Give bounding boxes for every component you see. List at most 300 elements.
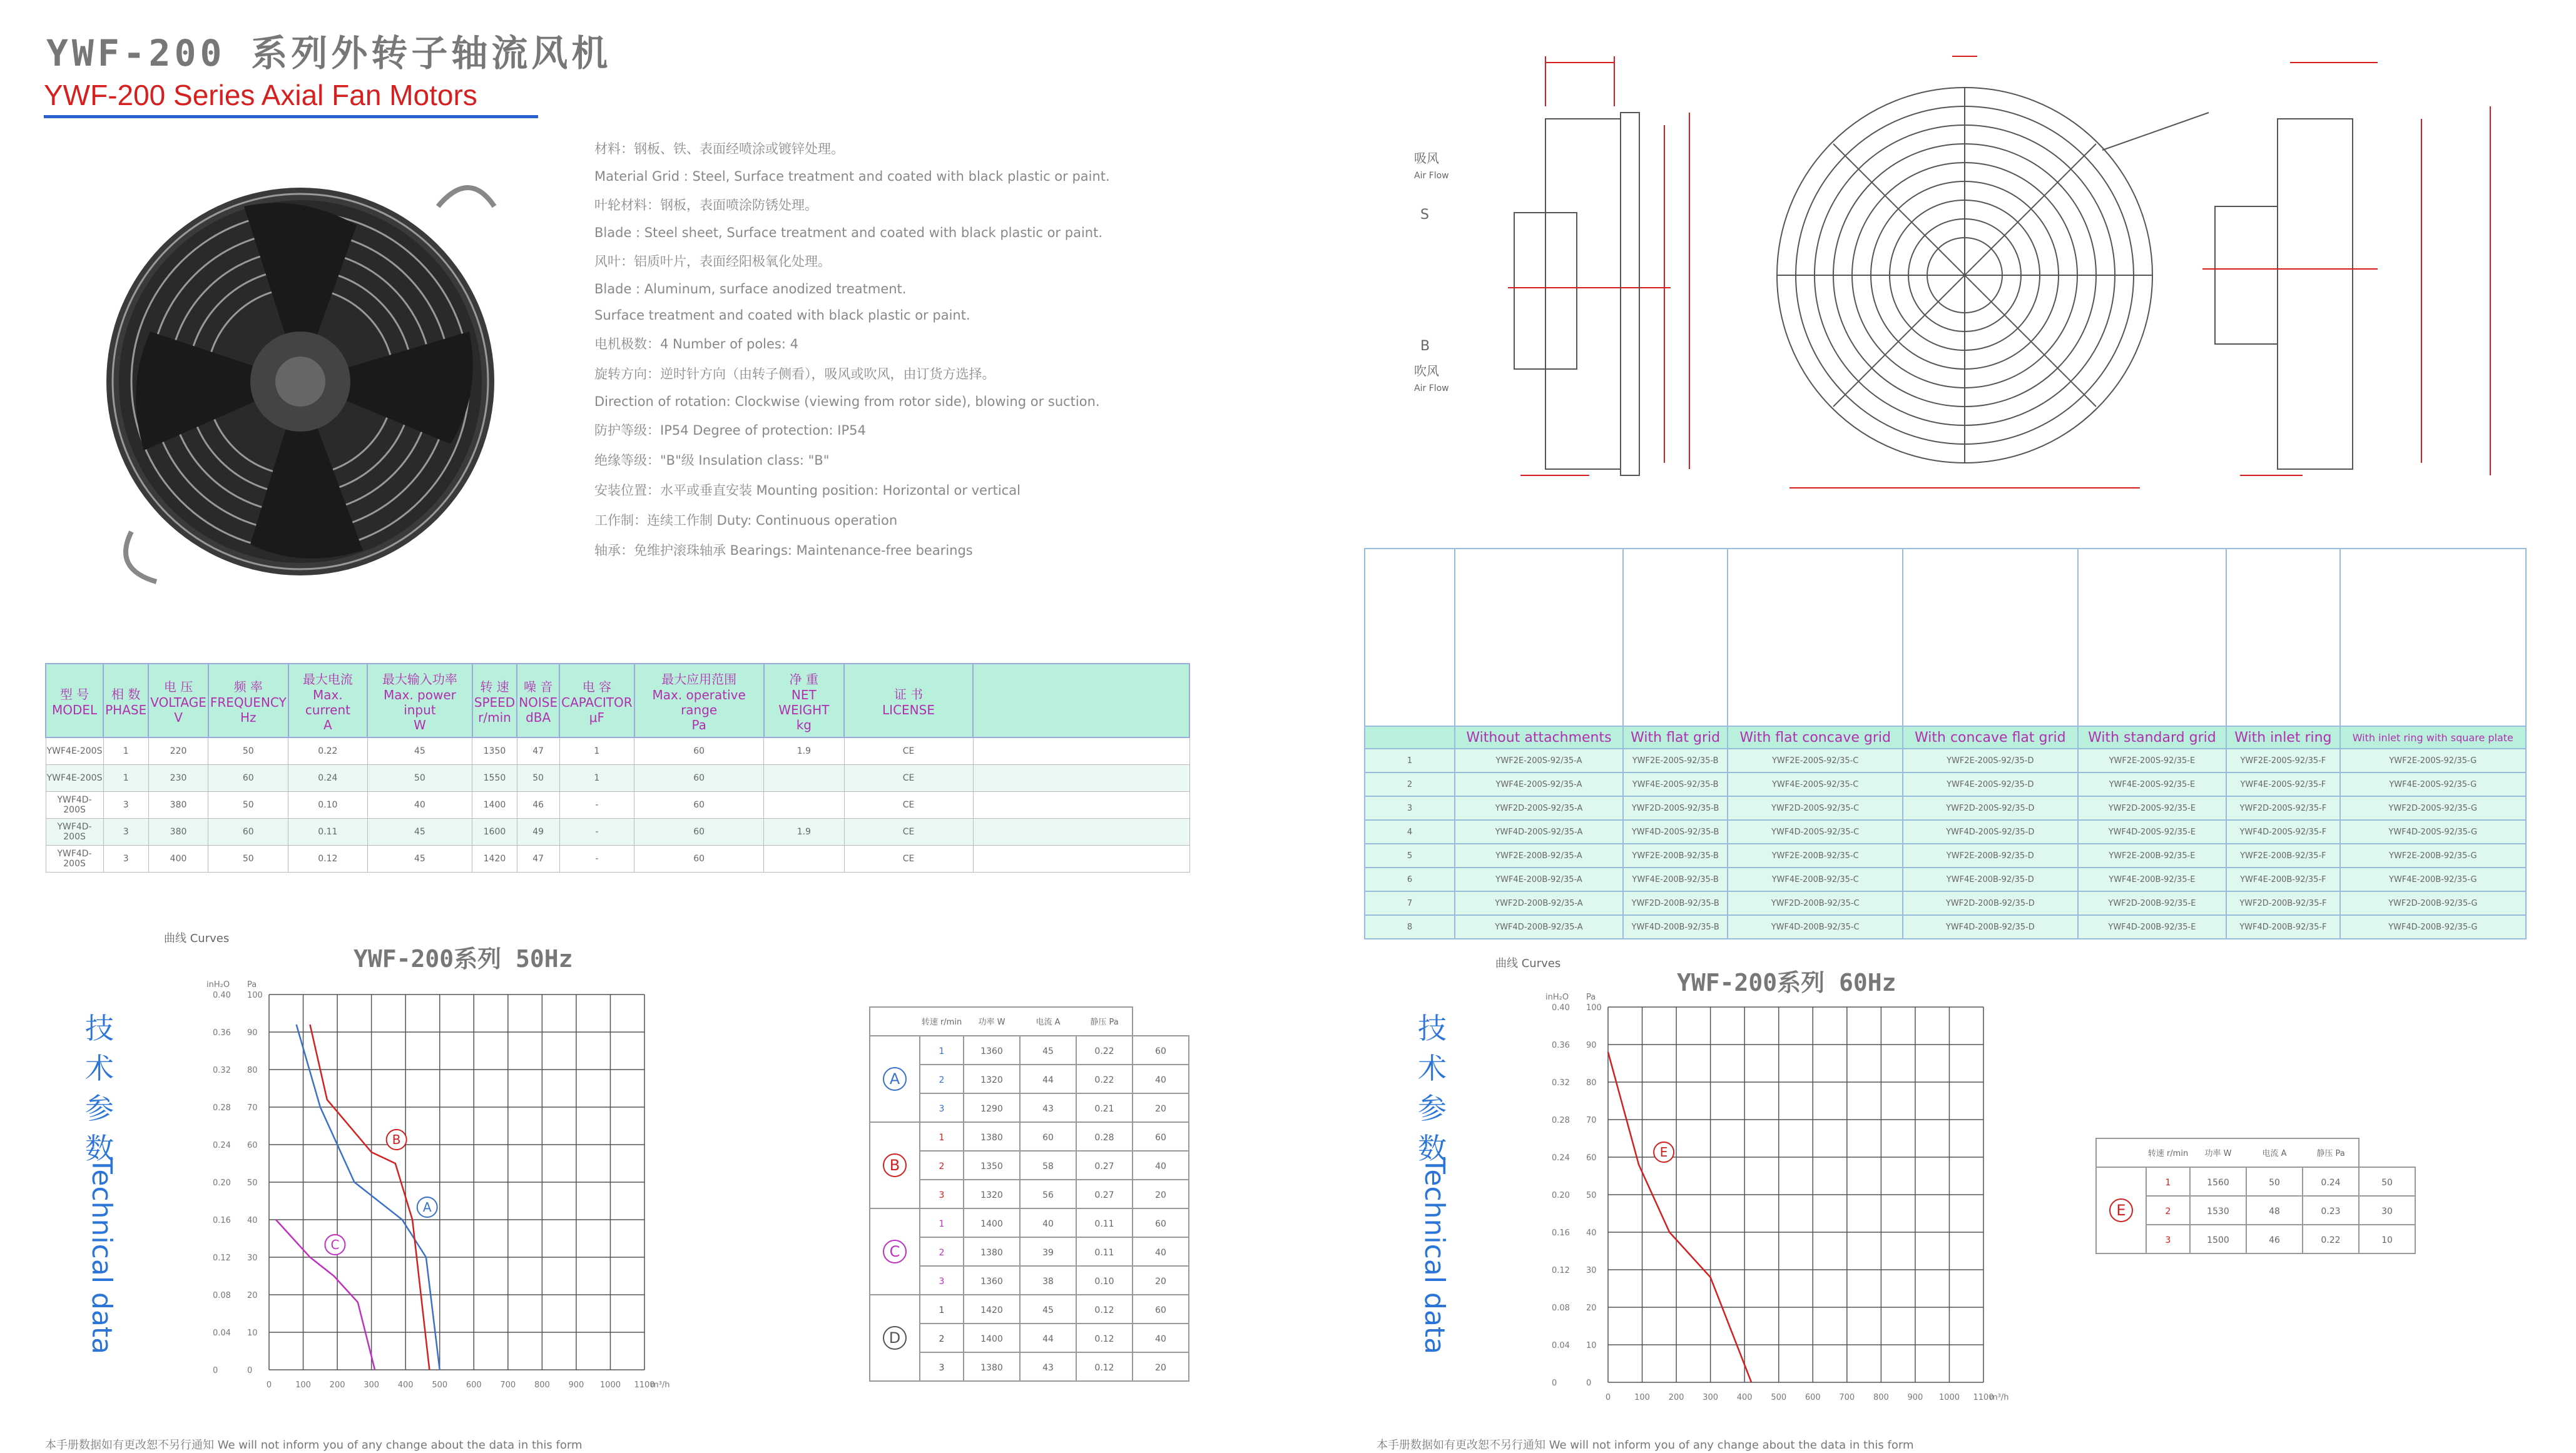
- row-label: 2: [1365, 772, 1455, 796]
- model-code: YWF4D-200S-92/35-E: [2078, 820, 2227, 844]
- model-code: YWF2D-200B-92/35-B: [1623, 891, 1728, 915]
- table-cell: 1400: [472, 792, 517, 819]
- perf-value: 1350: [980, 1162, 1003, 1172]
- x-tick-label: 600: [466, 1380, 482, 1390]
- perf-value: 60: [1155, 1133, 1166, 1143]
- y-tick-label: 30: [247, 1253, 258, 1263]
- side-label-en-right: Technical data: [1418, 1157, 1450, 1355]
- col-current: 最大电流 Max. current A: [288, 664, 367, 737]
- table-cell: 60: [634, 846, 764, 873]
- model-code: YWF2D-200S-92/35-B: [1623, 796, 1728, 820]
- table-cell: -: [559, 819, 634, 846]
- pic-without: [1455, 549, 1623, 726]
- y-tick-label: 20: [1586, 1304, 1597, 1313]
- model-code: YWF2E-200B-92/35-C: [1728, 844, 1903, 868]
- model-code: YWF4D-200S-92/35-B: [1623, 820, 1728, 844]
- table-cell: YWF4E-200S: [46, 737, 103, 765]
- y-unit-label: inH₂O: [206, 980, 230, 990]
- perf-value: 1380: [980, 1248, 1003, 1258]
- table-cell: YWF4E-200S: [46, 765, 103, 792]
- perf-header: 静压 Pa: [1090, 1018, 1119, 1027]
- x-tick-label: 800: [534, 1380, 550, 1390]
- suction-en-label: Air Flow: [1414, 171, 1449, 181]
- y-unit-label: Pa: [247, 980, 257, 990]
- x-tick-label: 400: [1736, 1393, 1753, 1402]
- y-tick-label: 40: [1586, 1228, 1597, 1238]
- model-code: YWF4E-200S-92/35-D: [1903, 772, 2078, 796]
- perf-value: 2: [939, 1334, 945, 1344]
- y-tick-label: 0: [1552, 1379, 1557, 1388]
- perf-group-label: D: [888, 1329, 901, 1347]
- model-code: YWF2D-200B-92/35-D: [1903, 891, 2078, 915]
- model-code: YWF2D-200B-92/35-G: [2340, 891, 2526, 915]
- x-tick-label: 900: [568, 1380, 584, 1390]
- perf-value: 1360: [980, 1046, 1003, 1056]
- model-code: YWF2E-200S-92/35-B: [1623, 749, 1728, 772]
- spec-table-header: [46, 664, 1189, 737]
- table-cell: [764, 792, 844, 819]
- table-cell: 1350: [472, 737, 517, 765]
- spec-line: 旋转方向：逆时针方向（由转子侧看），吸风或吹风，由订货方选择。: [594, 367, 995, 382]
- x-tick-label: 1100: [1973, 1393, 1994, 1402]
- col-range: 最大应用范围 Max. operative range Pa: [634, 664, 764, 737]
- table-cell: YWF4D-200S: [46, 819, 103, 846]
- hdr-flat: With flat grid: [1623, 726, 1728, 749]
- perf-value: 3: [2165, 1235, 2171, 1245]
- model-code: YWF4D-200B-92/35-D: [1903, 915, 2078, 939]
- perf-value: 2: [2165, 1207, 2171, 1217]
- perf-value: 44: [1042, 1075, 1054, 1085]
- spec-line: 电机极数：4 Number of poles: 4: [594, 337, 798, 352]
- table-row: [46, 846, 1189, 873]
- col-noise: 噪 音 NOISE dBA: [517, 664, 559, 737]
- table-cell: 1: [103, 765, 148, 792]
- perf-value: 0.23: [2321, 1207, 2341, 1217]
- perf-value: 2: [939, 1162, 945, 1172]
- hdr-corner: [1365, 726, 1455, 749]
- table-row: [1365, 820, 2526, 844]
- table-cell: 46: [517, 792, 559, 819]
- perf-value: 1360: [980, 1277, 1003, 1287]
- y-tick-label: 70: [1586, 1116, 1597, 1125]
- perf-value: 0.28: [1094, 1133, 1114, 1143]
- x-tick-label: 200: [1668, 1393, 1684, 1402]
- y-tick-label: 0.40: [1552, 1003, 1570, 1013]
- perf-value: 0.11: [1094, 1248, 1114, 1258]
- perf-value: 43: [1042, 1363, 1054, 1373]
- y-tick-label: 0.32: [1552, 1078, 1570, 1088]
- perf-value: 0.12: [1094, 1334, 1114, 1344]
- x-tick-label: 500: [1771, 1393, 1787, 1402]
- y-tick-label: 0.16: [213, 1216, 231, 1225]
- table-cell: 0.12: [288, 846, 367, 873]
- perf-value: 20: [1155, 1104, 1166, 1114]
- spec-line: 绝缘等级："B"级 Insulation class: "B": [594, 453, 830, 468]
- x-tick-label: 200: [329, 1380, 345, 1390]
- y-tick-label: 0.36: [1552, 1041, 1570, 1050]
- table-cell: 0.10: [288, 792, 367, 819]
- table-row: [46, 765, 1189, 792]
- model-code: YWF4D-200S-92/35-D: [1903, 820, 2078, 844]
- x-tick-label: 300: [364, 1380, 380, 1390]
- y-tick-label: 80: [247, 1066, 258, 1075]
- y-tick-label: 0.28: [1552, 1116, 1570, 1125]
- curve-label: C: [330, 1237, 340, 1252]
- perf-value: 2: [939, 1075, 945, 1085]
- curve-label: B: [392, 1132, 401, 1147]
- y-tick-label: 70: [247, 1103, 258, 1113]
- perf-value: 40: [1042, 1219, 1054, 1229]
- table-cell: CE: [844, 846, 973, 873]
- model-code: YWF2D-200B-92/35-E: [2078, 891, 2227, 915]
- x-unit-label: m³/h: [1990, 1393, 2009, 1402]
- model-code: YWF4E-200S-92/35-F: [2226, 772, 2339, 796]
- side-label-cn-left: 技术参数: [85, 1011, 114, 1165]
- y-tick-label: 20: [247, 1291, 258, 1300]
- perf-value: 1420: [980, 1305, 1003, 1315]
- y-tick-label: 0.36: [213, 1028, 231, 1038]
- row-label: 7: [1365, 891, 1455, 915]
- perf-value: 46: [2269, 1235, 2280, 1245]
- model-code: YWF2E-200B-92/35-G: [2340, 844, 2526, 868]
- hdr-standard: With standard grid: [2078, 726, 2227, 749]
- model-code: YWF4D-200S-92/35-C: [1728, 820, 1903, 844]
- chart60-plot: [1489, 982, 2027, 1445]
- x-tick-label: 100: [295, 1380, 311, 1390]
- x-tick-label: 1000: [599, 1380, 621, 1390]
- x-tick-label: 600: [1805, 1393, 1821, 1402]
- model-code: YWF2E-200B-92/35-B: [1623, 844, 1728, 868]
- table-cell: 1: [559, 765, 634, 792]
- chart50-plot: [150, 970, 688, 1445]
- model-code: YWF2D-200B-92/35-F: [2226, 891, 2339, 915]
- table-cell-blank: [973, 792, 1189, 819]
- perf-value: 0.11: [1094, 1219, 1114, 1229]
- x-tick-label: 800: [1873, 1393, 1889, 1402]
- perf-value: 0.12: [1094, 1363, 1114, 1373]
- right-side-view: [2202, 63, 2490, 475]
- perf-value: 1400: [980, 1334, 1003, 1344]
- table-cell: 50: [208, 792, 288, 819]
- perf-value: 60: [1155, 1046, 1166, 1056]
- hdr-concave-flat: With concave flat grid: [1903, 726, 2078, 749]
- perf-value: 3: [939, 1104, 945, 1114]
- table-cell: 60: [208, 819, 288, 846]
- table-cell: 47: [517, 846, 559, 873]
- pic-flat: [1623, 549, 1728, 726]
- side-label-en-left: Technical data: [86, 1157, 118, 1355]
- y-tick-label: 50: [1586, 1191, 1597, 1200]
- perf-value: 2: [939, 1248, 945, 1258]
- table-cell: -: [559, 846, 634, 873]
- y-tick-label: 0.40: [213, 991, 231, 1000]
- model-code: YWF4E-200B-92/35-F: [2226, 868, 2339, 891]
- curve-label: A: [422, 1200, 432, 1215]
- x-tick-label: 100: [1634, 1393, 1650, 1402]
- perf-value: 40: [1155, 1248, 1166, 1258]
- table-row: [1365, 915, 2526, 939]
- model-code: YWF4E-200S-92/35-E: [2078, 772, 2227, 796]
- perf-value: 0.22: [1094, 1075, 1114, 1085]
- y-tick-label: 0: [247, 1366, 253, 1375]
- model-code: YWF2E-200S-92/35-A: [1455, 749, 1623, 772]
- perf-header: 转速 r/min: [2147, 1149, 2189, 1158]
- col-weight: 净 重 NET WEIGHT kg: [764, 664, 844, 737]
- perf-value: 39: [1042, 1248, 1054, 1258]
- model-code: YWF4D-200S-92/35-G: [2340, 820, 2526, 844]
- row-label: 8: [1365, 915, 1455, 939]
- table-cell: 60: [634, 737, 764, 765]
- perf-value: 1: [939, 1305, 945, 1315]
- model-table-header: [1365, 726, 2526, 749]
- y-tick-label: 0.20: [1552, 1191, 1570, 1200]
- s-label: S: [1420, 207, 1429, 223]
- y-tick-label: 100: [1586, 1003, 1602, 1013]
- spec-line: 材料：钢板、铁、表面经喷涂或镀锌处理。: [594, 141, 844, 156]
- table-cell: 50: [208, 846, 288, 873]
- perf-value: 0.22: [2321, 1235, 2341, 1245]
- table-cell-blank: [973, 765, 1189, 792]
- series-line: [310, 1025, 429, 1370]
- table-cell: 400: [148, 846, 208, 873]
- x-tick-label: 400: [397, 1380, 414, 1390]
- y-tick-label: 0: [213, 1366, 218, 1375]
- table-cell: YWF4D-200S: [46, 846, 103, 873]
- perf-value: 48: [2269, 1207, 2280, 1217]
- pic-flat-concave: [1728, 549, 1903, 726]
- model-code: YWF2D-200S-92/35-E: [2078, 796, 2227, 820]
- chart60-title: YWF-200系列 60Hz: [1677, 969, 1896, 996]
- table-cell: 1550: [472, 765, 517, 792]
- table-cell: 3: [103, 846, 148, 873]
- perf-table-50: [870, 1007, 1176, 1447]
- perf-value: 40: [1155, 1075, 1166, 1085]
- x-tick-label: 0: [266, 1380, 272, 1390]
- perf-value: 1400: [980, 1219, 1003, 1229]
- table-cell: 0.24: [288, 765, 367, 792]
- perf-value: 1: [2165, 1178, 2171, 1188]
- table-cell: [764, 765, 844, 792]
- perf-value: 1: [939, 1133, 945, 1143]
- model-code: YWF4E-200B-92/35-C: [1728, 868, 1903, 891]
- perf-value: 40: [1155, 1334, 1166, 1344]
- hdr-inlet-square: With inlet ring with square plate: [2340, 726, 2526, 749]
- perf-value: 43: [1042, 1104, 1054, 1114]
- col-phase: 相 数 PHASE: [103, 664, 148, 737]
- perf-value: 0.27: [1094, 1162, 1114, 1172]
- y-tick-label: 60: [247, 1141, 258, 1150]
- perf-group-label: A: [889, 1070, 900, 1088]
- perf-header: 转速 r/min: [921, 1018, 962, 1027]
- perf-header: 功率 W: [2204, 1149, 2232, 1158]
- y-tick-label: 100: [247, 991, 263, 1000]
- model-code: YWF2D-200B-92/35-C: [1728, 891, 1903, 915]
- col-blank: [973, 664, 1189, 737]
- spec-line: Surface treatment and coated with black plastic or paint.: [594, 308, 970, 323]
- perf-value: 45: [1042, 1305, 1054, 1315]
- blow-en-label: Air Flow: [1414, 383, 1449, 393]
- perf-group-label: E: [2116, 1202, 2126, 1219]
- table-row: [1365, 891, 2526, 915]
- table-cell: 230: [148, 765, 208, 792]
- model-code: YWF4D-200B-92/35-B: [1623, 915, 1728, 939]
- table-cell: 40: [367, 792, 472, 819]
- perf-value: 1500: [2207, 1235, 2229, 1245]
- chart50-curves-label: 曲线 Curves: [164, 932, 230, 945]
- perf-value: 50: [2381, 1178, 2393, 1188]
- table-row: [1365, 796, 2526, 820]
- table-row: [46, 792, 1189, 819]
- perf-value: 20: [1155, 1277, 1166, 1287]
- pictures-corner: [1365, 549, 1455, 726]
- col-speed: 转 速 SPEED r/min: [472, 664, 517, 737]
- model-code: YWF4E-200B-92/35-D: [1903, 868, 2078, 891]
- perf-value: 38: [1042, 1277, 1054, 1287]
- model-code: YWF4E-200B-92/35-A: [1455, 868, 1623, 891]
- table-cell: 45: [367, 846, 472, 873]
- perf-value: 1: [939, 1219, 945, 1229]
- hdr-flat-concave: With flat concave grid: [1728, 726, 1903, 749]
- spec-line: Blade : Aluminum, surface anodized treatment.: [594, 281, 907, 296]
- table-cell: 380: [148, 792, 208, 819]
- table-cell: 60: [634, 765, 764, 792]
- table-cell-blank: [973, 819, 1189, 846]
- model-code: YWF4E-200B-92/35-G: [2340, 868, 2526, 891]
- table-cell: 0.22: [288, 737, 367, 765]
- x-tick-label: 700: [500, 1380, 516, 1390]
- perf-table-50-grid: [870, 1007, 1176, 1445]
- col-capacitor: 电 容 CAPACITOR μF: [559, 664, 634, 737]
- y-tick-label: 0.04: [213, 1329, 231, 1338]
- spec-line: 安装位置：水平或垂直安装 Mounting position: Horizontal or vertical: [594, 483, 1021, 498]
- y-tick-label: 90: [1586, 1041, 1597, 1050]
- row-label: 4: [1365, 820, 1455, 844]
- series-line: [297, 1025, 440, 1370]
- table-cell: 0.11: [288, 819, 367, 846]
- perf-value: 1320: [980, 1190, 1003, 1200]
- y-tick-label: 0.28: [213, 1103, 231, 1113]
- model-code: YWF4D-200B-92/35-E: [2078, 915, 2227, 939]
- y-unit-label: Pa: [1586, 993, 1596, 1002]
- x-tick-label: 0: [1605, 1393, 1611, 1402]
- y-unit-label: inH₂O: [1545, 993, 1569, 1002]
- page-title-en: YWF-200 Series Axial Fan Motors: [44, 79, 477, 111]
- model-code: YWF2D-200S-92/35-A: [1455, 796, 1623, 820]
- perf-value: 0.27: [1094, 1190, 1114, 1200]
- perf-header: 静压 Pa: [2316, 1149, 2345, 1158]
- y-tick-label: 0.20: [213, 1178, 231, 1188]
- table-cell: 1600: [472, 819, 517, 846]
- perf-value: 40: [1155, 1162, 1166, 1172]
- perf-value: 3: [939, 1277, 945, 1287]
- model-code: YWF4D-200B-92/35-C: [1728, 915, 1903, 939]
- perf-group-label: C: [889, 1243, 900, 1260]
- row-label: 5: [1365, 844, 1455, 868]
- y-tick-label: 0.32: [213, 1066, 231, 1075]
- x-tick-label: 300: [1703, 1393, 1719, 1402]
- spec-line: Direction of rotation: Clockwise (viewing from rotor side), blowing or suction.: [594, 394, 1100, 409]
- table-cell: YWF4D-200S: [46, 792, 103, 819]
- table-cell: 47: [517, 737, 559, 765]
- hdr-inlet: With inlet ring: [2226, 726, 2339, 749]
- y-tick-label: 0.12: [1552, 1266, 1570, 1275]
- spec-line: 防护等级：IP54 Degree of protection: IP54: [594, 423, 866, 438]
- chart50-title: YWF-200系列 50Hz: [354, 945, 573, 973]
- y-tick-label: 10: [1586, 1341, 1597, 1350]
- y-tick-label: 30: [1586, 1266, 1597, 1275]
- model-code: YWF2E-200S-92/35-E: [2078, 749, 2227, 772]
- model-code: YWF2E-200S-92/35-D: [1903, 749, 2078, 772]
- spec-line: 叶轮材料：钢板，表面喷涂防锈处理。: [594, 198, 818, 213]
- model-code: YWF2D-200S-92/35-C: [1728, 796, 1903, 820]
- perf-value: 58: [1042, 1162, 1054, 1172]
- hdr-without: Without attachments: [1455, 726, 1623, 749]
- pic-inlet-square: [2340, 549, 2526, 726]
- blow-label: 吹风: [1414, 363, 1439, 378]
- perf-value: 20: [1155, 1363, 1166, 1373]
- spec-line: Blade : Steel sheet, Surface treatment and coated with black plastic or paint.: [594, 225, 1102, 240]
- model-table: [1364, 548, 2527, 939]
- model-code: YWF4E-200S-92/35-G: [2340, 772, 2526, 796]
- table-cell: 50: [517, 765, 559, 792]
- table-cell: 1.9: [764, 737, 844, 765]
- spec-line: 风叶：铝质叶片，表面经阳极氧化处理。: [594, 254, 831, 269]
- y-tick-label: 0.08: [213, 1291, 231, 1300]
- perf-value: 60: [1155, 1219, 1166, 1229]
- perf-value: 3: [939, 1190, 945, 1200]
- fan-photo: [94, 169, 544, 594]
- title-underline: [44, 115, 538, 118]
- y-tick-label: 10: [247, 1329, 258, 1338]
- model-code: YWF4D-200B-92/35-F: [2226, 915, 2339, 939]
- suction-label: 吸风: [1414, 151, 1439, 166]
- table-cell: 220: [148, 737, 208, 765]
- x-unit-label: m³/h: [651, 1380, 670, 1390]
- table-row: [46, 737, 1189, 765]
- x-tick-label: 900: [1907, 1393, 1923, 1402]
- table-row: [46, 819, 1189, 846]
- model-code: YWF2D-200B-92/35-A: [1455, 891, 1623, 915]
- table-cell: 50: [367, 765, 472, 792]
- row-label: 6: [1365, 868, 1455, 891]
- table-cell: 1: [103, 737, 148, 765]
- model-code: YWF4E-200B-92/35-E: [2078, 868, 2227, 891]
- curve-label: E: [1659, 1145, 1668, 1160]
- perf-value: 20: [1155, 1190, 1166, 1200]
- y-tick-label: 0.16: [1552, 1228, 1570, 1238]
- model-code: YWF2E-200B-92/35-E: [2078, 844, 2227, 868]
- col-power: 最大输入功率 Max. power input W: [367, 664, 472, 737]
- row-label: 3: [1365, 796, 1455, 820]
- spec-line: 工作制：连续工作制 Duty: Continuous operation: [594, 513, 898, 528]
- model-code: YWF2D-200S-92/35-G: [2340, 796, 2526, 820]
- perf-table-60: [2096, 1138, 2393, 1304]
- table-cell: 60: [634, 819, 764, 846]
- col-model: 型 号 MODEL: [46, 664, 103, 737]
- table-cell-blank: [973, 846, 1189, 873]
- table-cell: CE: [844, 765, 973, 792]
- model-code: YWF4E-200S-92/35-B: [1623, 772, 1728, 796]
- table-cell: 1: [559, 737, 634, 765]
- model-code: YWF2E-200B-92/35-F: [2226, 844, 2339, 868]
- col-license: 证 书 LICENSE: [844, 664, 973, 737]
- perf-header: 功率 W: [978, 1018, 1005, 1027]
- series-line: [1608, 1052, 1751, 1382]
- model-code: YWF4D-200B-92/35-A: [1455, 915, 1623, 939]
- model-code: YWF4D-200B-92/35-G: [2340, 915, 2526, 939]
- spec-description: [594, 139, 1220, 570]
- perf-value: 1290: [980, 1104, 1003, 1114]
